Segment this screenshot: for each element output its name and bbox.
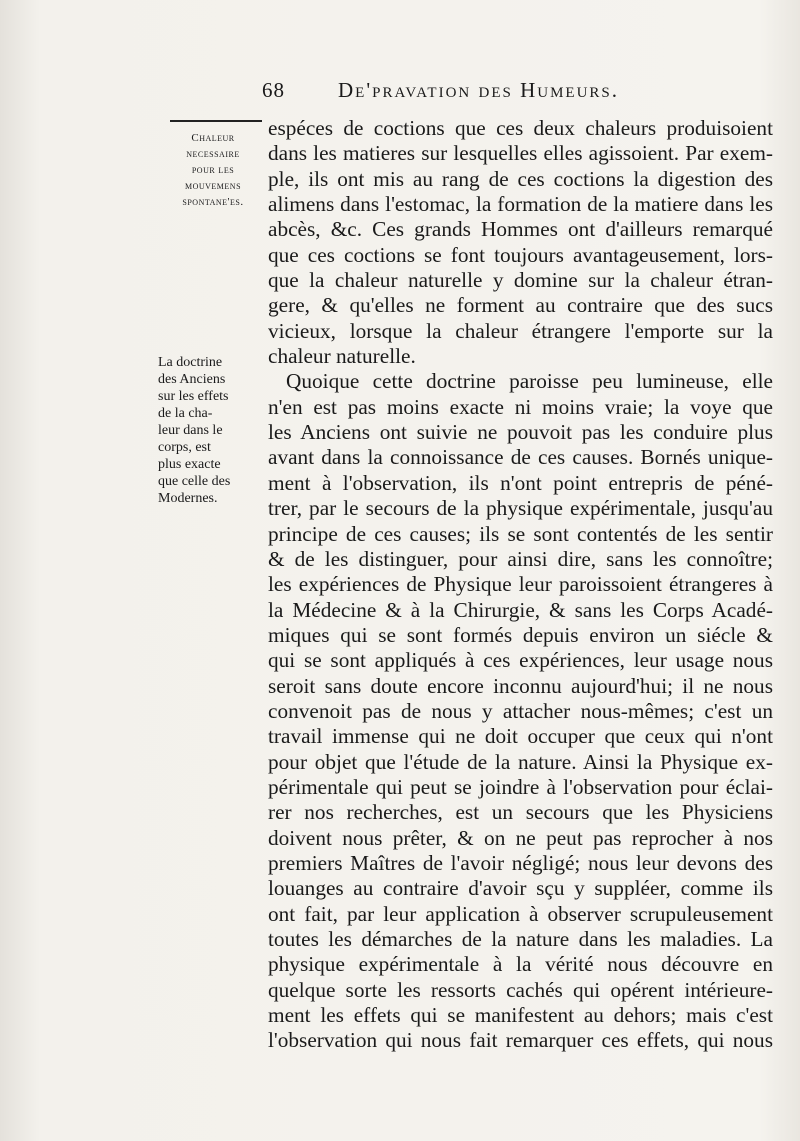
- margin-note-line: La doctrine: [158, 355, 223, 370]
- text-line: quelque sorte les ressorts cachés qui opérent intérieure-: [268, 977, 773, 1002]
- margin-note-line: necessaire: [186, 148, 240, 160]
- margin-note-line: spontane'es.: [182, 196, 244, 208]
- text-line: chaleur naturelle.: [268, 344, 416, 369]
- text-line: n'en est pas moins exacte ni moins vraie; la voye que: [268, 394, 773, 419]
- margin-note-line: que celle des: [158, 474, 231, 489]
- text-line: ple, ils ont mis au rang de ces coctions la digestion des: [268, 166, 773, 191]
- text-line: ment les effets qui se manifestent au dehors; mais c'est: [268, 1003, 773, 1028]
- body-text: [268, 116, 773, 1054]
- margin-note-line: plus exacte: [158, 457, 221, 472]
- text-line: toutes les démarches de la nature dans les maladies. La: [268, 927, 773, 951]
- text-line: pour objet que l'étude de la nature. Ainsi la Physique ex-: [268, 749, 773, 774]
- text-line: abcès, &c. Ces grands Hommes ont d'ailleurs remarqué: [268, 217, 773, 242]
- text-line: physique expérimentale à la vérité nous découvre en: [268, 952, 773, 977]
- text-line: avant dans la connoissance de ces causes. Bornés unique-: [268, 445, 773, 470]
- margin-note-line: pour les: [191, 164, 235, 176]
- page-number: 68: [262, 78, 285, 102]
- text-line: louanges au contraire d'avoir sçu y suppléer, comme ils: [268, 876, 773, 901]
- text-line: ment à l'observation, ils n'ont point entrepris de péné-: [268, 470, 773, 495]
- running-head: [262, 78, 702, 108]
- margin-note-line: Chaleur: [191, 132, 235, 144]
- text-line: les Anciens ont suivie ne pouvoit pas les conduire plus: [268, 420, 773, 445]
- margin-note-doctrine: [158, 354, 262, 507]
- margin-note-line: sur les effets: [158, 389, 229, 404]
- text-line: Quoique cette doctrine paroisse peu lumineuse, elle: [286, 369, 773, 394]
- text-line: que la chaleur naturelle y domine sur la chaleur étran-: [268, 268, 773, 293]
- margin-note-line: de la cha-: [158, 406, 213, 421]
- text-line: dans les matieres sur lesquelles elles agissoient. Par exem-: [268, 141, 773, 166]
- text-line: & de les distinguer, pour ainsi dire, sans les connoître;: [268, 546, 773, 571]
- margin-note-chaleur: [158, 130, 268, 210]
- running-title: De'pravation des Humeurs.: [338, 78, 620, 102]
- text-line: espéces de coctions que ces deux chaleurs produisoient: [268, 116, 773, 140]
- text-line: convenoit pas de nous y attacher nous-mêmes; c'est un: [268, 698, 773, 723]
- text-line: rer nos recherches, est un secours que les Physiciens: [268, 800, 773, 825]
- text-line: ont fait, par leur application à observer scrupuleusement: [268, 901, 773, 926]
- margin-note-line: mouvemens: [184, 180, 242, 192]
- text-line: travail immense qui ne doit occuper que ceux qui n'ont: [268, 724, 773, 749]
- text-line: la Médecine & à la Chirurgie, & sans les Corps Acadé-: [268, 597, 773, 622]
- text-line: les expériences de Physique leur paroissoient étrangeres à: [268, 572, 773, 597]
- text-line: trer, par le secours de la physique expérimentale, jusqu'au: [268, 496, 773, 521]
- margin-note-line: corps, est: [158, 440, 211, 455]
- text-line: qui se sont appliqués à ces expériences, leur usage nous: [268, 648, 773, 673]
- text-line: doivent nous prêter, & on ne peut pas reprocher à nos: [268, 825, 773, 850]
- text-line: l'observation qui nous fait remarquer ces effets, qui nous: [268, 1028, 773, 1053]
- margin-note-line: leur dans le: [158, 423, 223, 438]
- margin-note-line: des Anciens: [158, 372, 226, 387]
- text-line: miques qui se sont formés depuis environ un siécle &: [268, 622, 773, 647]
- text-line: premiers Maîtres de l'avoir négligé; nous leur devons des: [268, 850, 773, 875]
- text-line: vicieux, lorsque la chaleur étrangere l'emporte sur la: [268, 318, 773, 343]
- text-line: alimens dans l'estomac, la formation de la matiere dans les: [268, 192, 773, 217]
- text-line: gere, & qu'elles ne forment au contraire que des sucs: [268, 293, 773, 318]
- text-line: périmentale qui peut se joindre à l'observation pour éclai-: [268, 774, 773, 799]
- margin-note-line: Modernes.: [158, 491, 218, 506]
- margin-rule: [170, 120, 262, 122]
- text-line: principe de ces causes; ils se sont contentés de les sentir: [268, 521, 773, 546]
- text-line: seroit sans doute encore inconnu aujourd'hui; il ne nous: [268, 673, 773, 698]
- text-line: que ces coctions se font toujours avantageusement, lors-: [268, 242, 773, 267]
